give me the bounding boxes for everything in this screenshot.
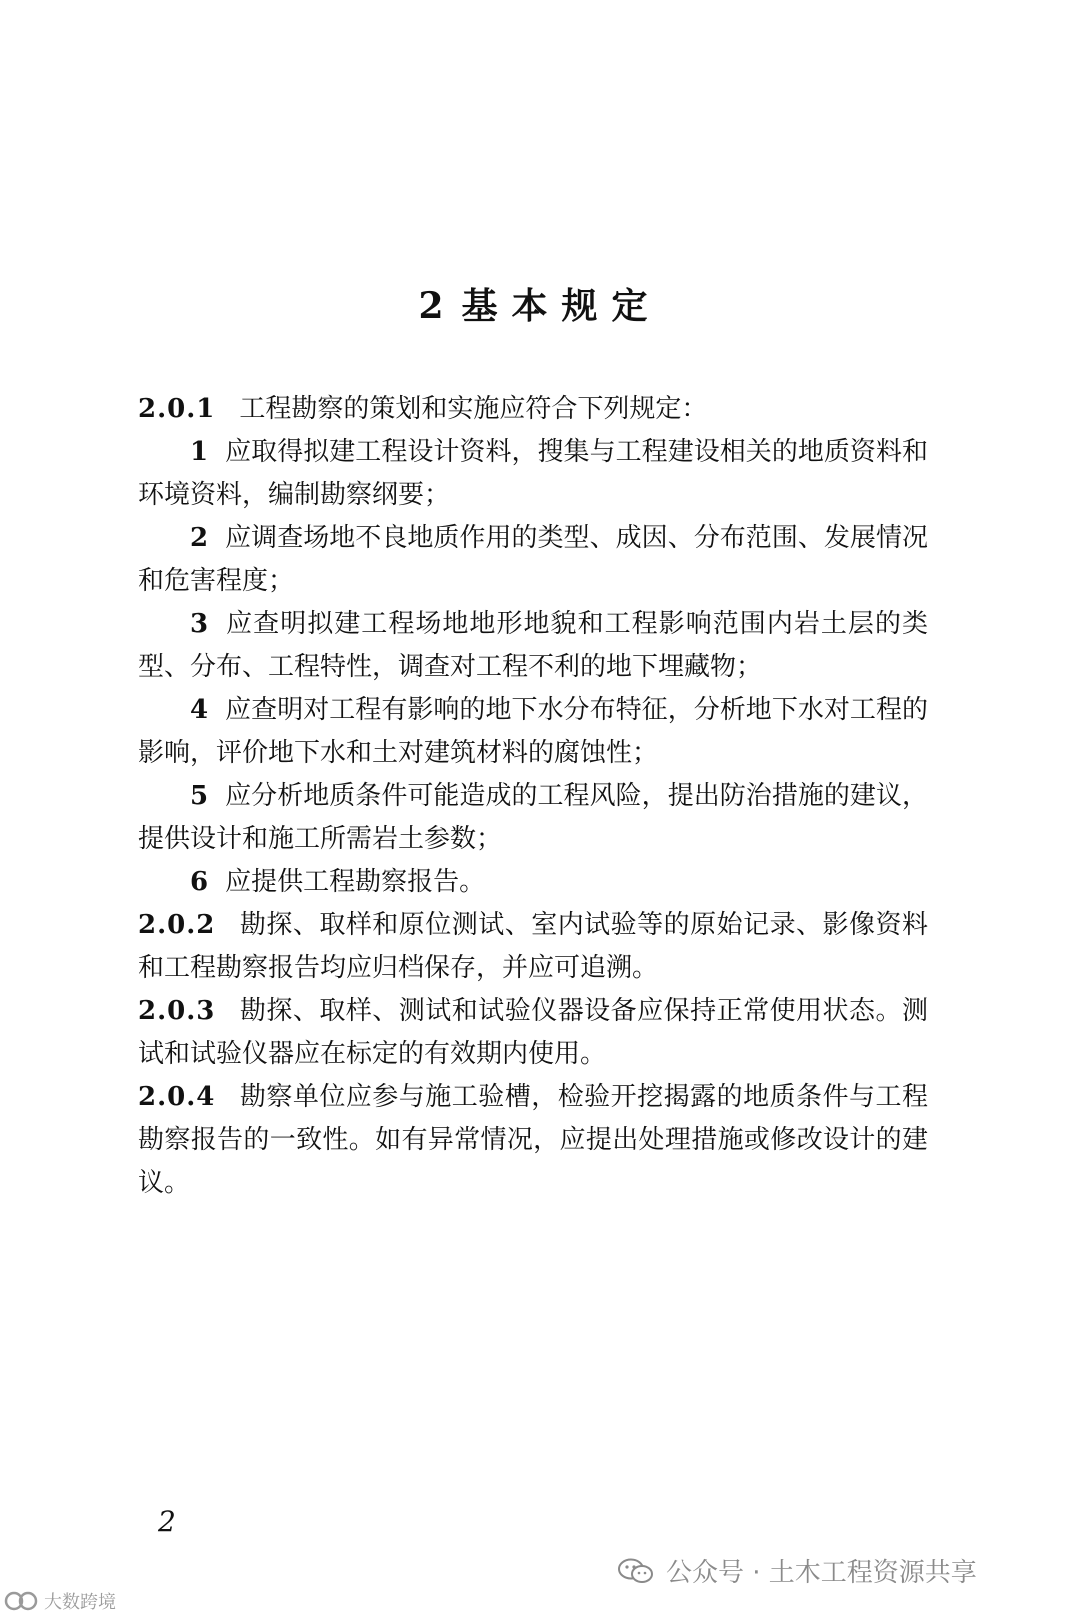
list-item — [138, 603, 928, 689]
page-number: 2 — [158, 1505, 176, 1538]
logo-icon — [4, 1590, 42, 1612]
clause-text: 勘探、取样和原位测试、室内试验等的原始记录、影像资料和工程勘察报告均应归档保存，并应可追溯。 — [138, 910, 928, 983]
item-number: 5 — [190, 781, 210, 811]
list-item — [138, 861, 928, 904]
clause-2-0-2 — [138, 904, 928, 990]
wechat-icon — [616, 1558, 656, 1584]
clause-text: 工程勘察的策划和实施应符合下列规定： — [239, 394, 708, 424]
item-number: 2 — [190, 523, 210, 553]
item-text: 应提供工程勘察报告。 — [225, 867, 486, 897]
item-number: 6 — [190, 867, 210, 897]
clause-number: 2.0.1 — [138, 394, 216, 424]
list-item — [138, 775, 928, 861]
item-text: 应查明对工程有影响的地下水分布特征，分析地下水对工程的影响，评价地下水和土对建筑材料的腐蚀性； — [138, 695, 928, 768]
clause-2-0-4 — [138, 1076, 928, 1205]
chapter-number: 2 — [418, 285, 444, 327]
item-text: 应分析地质条件可能造成的工程风险，提出防治措施的建议，提供设计和施工所需岩土参数； — [138, 781, 928, 854]
clause-text: 勘探、取样、测试和试验仪器设备应保持正常使用状态。测试和试验仪器应在标定的有效期内使用。 — [138, 996, 928, 1069]
item-number: 1 — [190, 437, 210, 467]
clause-2-0-1 — [138, 388, 928, 431]
corner-logo-text: 大数跨境 — [44, 1592, 116, 1613]
item-number: 4 — [190, 695, 210, 725]
chapter-title-text: 基本规定 — [461, 285, 662, 327]
item-text: 应调查场地不良地质作用的类型、成因、分布范围、发展情况和危害程度； — [138, 523, 928, 596]
watermark — [616, 1552, 977, 1589]
clause-number: 2.0.2 — [138, 910, 216, 940]
chapter-title — [0, 278, 1080, 329]
list-item — [138, 431, 928, 517]
list-item — [138, 689, 928, 775]
watermark-text: 公众号 · 土木工程资源共享 — [666, 1558, 977, 1588]
clause-text: 勘察单位应参与施工验槽，检验开挖揭露的地质条件与工程勘察报告的一致性。如有异常情况，应提出处理措施或修改设计的建议。 — [138, 1082, 928, 1198]
item-text: 应查明拟建工程场地地形地貌和工程影响范围内岩土层的类型、分布、工程特性，调查对工程不利的地下埋藏物； — [138, 609, 928, 682]
list-item — [138, 517, 928, 603]
clause-2-0-3 — [138, 990, 928, 1076]
clause-number: 2.0.4 — [138, 1082, 216, 1112]
item-text: 应取得拟建工程设计资料，搜集与工程建设相关的地质资料和环境资料，编制勘察纲要； — [138, 437, 928, 510]
document-body — [138, 388, 928, 1205]
clause-number: 2.0.3 — [138, 996, 216, 1026]
item-number: 3 — [190, 609, 210, 639]
corner-logo — [4, 1588, 116, 1614]
